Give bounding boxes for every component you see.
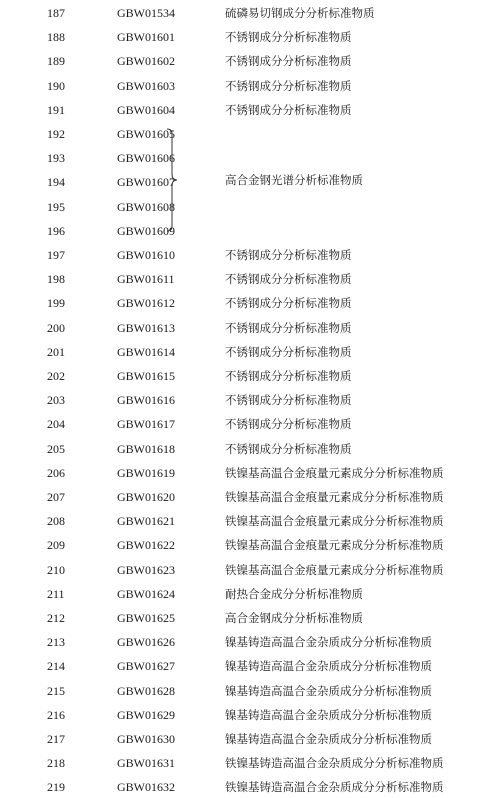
table-row: [0, 26, 500, 48]
material-code: GBW01632: [117, 780, 175, 795]
material-code: GBW01602: [117, 54, 175, 69]
material-code: GBW01604: [117, 102, 175, 117]
table-row: [0, 631, 500, 653]
material-description: 铁镍基高温合金痕量元素成分分析标准物质: [225, 465, 444, 480]
serial-number: 213: [47, 635, 65, 650]
grouping-brace: [166, 128, 182, 232]
table-row: [0, 607, 500, 629]
material-code: GBW01630: [117, 732, 175, 746]
serial-number: 197: [47, 248, 65, 262]
serial-number: 187: [47, 6, 65, 20]
serial-number: 219: [47, 780, 65, 795]
serial-number: 207: [47, 490, 65, 504]
serial-number: 193: [47, 151, 65, 166]
table-row: [0, 704, 500, 726]
table-row: [0, 75, 500, 97]
material-description: 不锈钢成分分析标准物质: [225, 248, 352, 262]
material-code: GBW01631: [117, 756, 175, 771]
serial-number: 198: [47, 272, 65, 287]
table-row: [0, 776, 500, 798]
material-description: 不锈钢成分分析标准物质: [225, 344, 352, 359]
material-code: GBW01607: [117, 175, 175, 190]
serial-number: 199: [47, 296, 65, 311]
serial-number: 209: [47, 538, 65, 553]
table-row: [0, 510, 500, 532]
serial-number: 210: [47, 562, 65, 577]
group-description: 高合金钢光谱分析标准物质: [225, 173, 363, 187]
material-code: GBW01619: [117, 465, 175, 480]
serial-number: 195: [47, 199, 65, 214]
table-row: [0, 655, 500, 677]
material-description: 不锈钢成分分析标准物质: [225, 78, 352, 93]
table-row: [0, 680, 500, 702]
serial-number: 211: [47, 586, 65, 601]
material-code: GBW01622: [117, 538, 175, 553]
serial-number: 188: [47, 30, 65, 45]
table-row: [0, 2, 500, 24]
material-description: 铁镍基铸造高温合金杂质成分分析标准物质: [225, 756, 444, 771]
material-description: 镍基铸造高温合金杂质成分分析标准物质: [225, 683, 432, 698]
table-row: [0, 99, 500, 121]
material-code: GBW01626: [117, 635, 175, 650]
material-code: GBW01616: [117, 393, 175, 408]
material-code: GBW01629: [117, 707, 175, 722]
material-description: 不锈钢成分分析标准物质: [225, 441, 352, 456]
serial-number: 200: [47, 320, 65, 335]
serial-number: 208: [47, 514, 65, 529]
table-row: [0, 583, 500, 605]
material-code: GBW01623: [117, 562, 175, 577]
material-code: GBW01534: [117, 6, 175, 20]
table-row: [0, 486, 500, 508]
material-code: GBW01610: [117, 248, 175, 262]
material-code: GBW01606: [117, 151, 175, 166]
serial-number: 217: [47, 732, 65, 746]
material-code: GBW01608: [117, 199, 175, 214]
material-description: 镍基铸造高温合金杂质成分分析标准物质: [225, 707, 432, 722]
material-description: 铁镍基高温合金痕量元素成分分析标准物质: [225, 538, 444, 553]
material-description: 铁镍基高温合金痕量元素成分分析标准物质: [225, 562, 444, 577]
serial-number: 194: [47, 175, 65, 190]
serial-number: 205: [47, 441, 65, 456]
material-description: 不锈钢成分分析标准物质: [225, 369, 352, 383]
material-code: GBW01627: [117, 659, 175, 674]
material-description: 不锈钢成分分析标准物质: [225, 393, 352, 408]
table-row: [0, 292, 500, 314]
table-row: [0, 413, 500, 435]
material-description: 耐热合金成分分析标准物质: [225, 586, 363, 601]
serial-number: 204: [47, 417, 65, 432]
serial-number: 216: [47, 707, 65, 722]
material-code: GBW01612: [117, 296, 175, 311]
table-row: [0, 752, 500, 774]
material-code: GBW01611: [117, 272, 175, 287]
table-row: [0, 559, 500, 581]
table-row: [0, 220, 500, 242]
serial-number: 214: [47, 659, 65, 674]
serial-number: 202: [47, 369, 65, 383]
material-code: GBW01618: [117, 441, 175, 456]
material-code: GBW01601: [117, 30, 175, 45]
serial-number: 190: [47, 78, 65, 93]
material-code: GBW01614: [117, 344, 175, 359]
serial-number: 191: [47, 102, 65, 117]
table-row: [0, 365, 500, 387]
material-code: GBW01621: [117, 514, 175, 529]
table-row: [0, 534, 500, 556]
table-row: [0, 196, 500, 218]
table-row: [0, 341, 500, 363]
serial-number: 215: [47, 683, 65, 698]
serial-number: 196: [47, 223, 65, 238]
serial-number: 201: [47, 344, 65, 359]
material-code: GBW01609: [117, 223, 175, 238]
serial-number: 212: [47, 611, 65, 625]
material-description: 铁镍基铸造高温合金杂质成分分析标准物质: [225, 780, 444, 795]
table-row: [0, 123, 500, 145]
material-code: GBW01605: [117, 127, 175, 141]
material-code: GBW01615: [117, 369, 175, 383]
table-row: [0, 438, 500, 460]
material-code: GBW01603: [117, 78, 175, 93]
table-row: [0, 728, 500, 750]
table-row: [0, 389, 500, 411]
material-description: 铁镍基高温合金痕量元素成分分析标准物质: [225, 514, 444, 529]
material-description: 不锈钢成分分析标准物质: [225, 417, 352, 432]
material-description: 不锈钢成分分析标准物质: [225, 272, 352, 287]
material-code: GBW01617: [117, 417, 175, 432]
material-description: 不锈钢成分分析标准物质: [225, 54, 352, 69]
material-description: 不锈钢成分分析标准物质: [225, 30, 352, 45]
material-code: GBW01624: [117, 586, 175, 601]
material-description: 镍基铸造高温合金杂质成分分析标准物质: [225, 732, 432, 746]
table-row: [0, 268, 500, 290]
material-description: 镍基铸造高温合金杂质成分分析标准物质: [225, 635, 432, 650]
serial-number: 206: [47, 465, 65, 480]
material-description: 镍基铸造高温合金杂质成分分析标准物质: [225, 659, 432, 674]
serial-number: 189: [47, 54, 65, 69]
material-description: 高合金钢成分分析标准物质: [225, 611, 363, 625]
table-row: [0, 147, 500, 169]
serial-number: 203: [47, 393, 65, 408]
material-code: GBW01613: [117, 320, 175, 335]
material-description: 不锈钢成分分析标准物质: [225, 102, 352, 117]
table-row: [0, 244, 500, 266]
material-description: 不锈钢成分分析标准物质: [225, 296, 352, 311]
material-code: GBW01620: [117, 490, 175, 504]
serial-number: 218: [47, 756, 65, 771]
material-description: 硫磷易切钢成分分析标准物质: [225, 6, 375, 20]
table-row: [0, 317, 500, 339]
material-code: GBW01628: [117, 683, 175, 698]
material-description: 铁镍基高温合金痕量元素成分分析标准物质: [225, 490, 444, 504]
serial-number: 192: [47, 127, 65, 141]
table-row: [0, 50, 500, 72]
table-row: [0, 462, 500, 484]
material-description: 不锈钢成分分析标准物质: [225, 320, 352, 335]
material-code: GBW01625: [117, 611, 175, 625]
